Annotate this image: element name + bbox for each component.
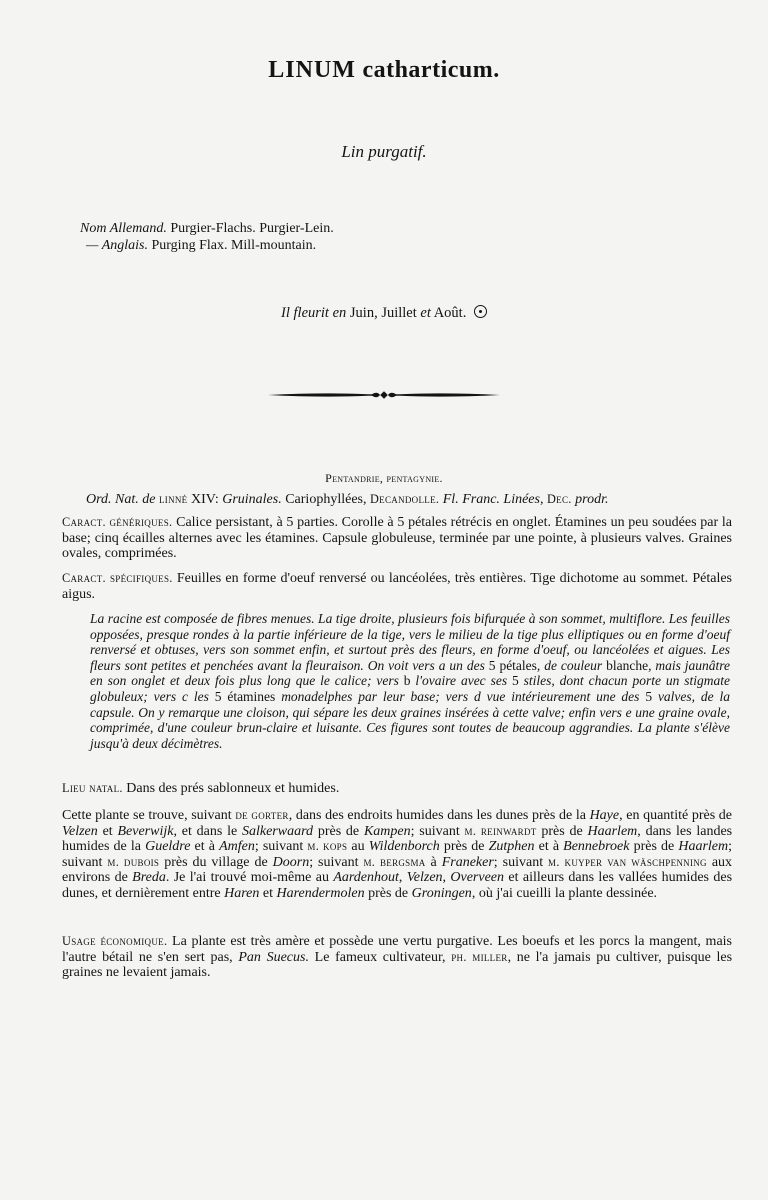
- vernacular-english: [86, 238, 316, 254]
- locality-text: près de: [443, 839, 485, 854]
- locality-text: et: [102, 823, 113, 839]
- place-name: Breda: [132, 870, 166, 885]
- person-name: de gorter: [235, 808, 289, 822]
- generic-characters-text: Calice persistant, à 5 parties. Corolle à 5 pétales rétrécis en onglet. Étamines un peu soudées par la base; cinq écailles alternes avec les étamines. Capsule globuleuse, terminée par une pointe, à plusieurs valves. Graines ovales, comprimées.: [62, 515, 732, 561]
- order-flore: Fl. Franc. Linées: [442, 492, 540, 507]
- description-part: monadelphes par leur base; vers d vue intérieurement une des: [281, 688, 640, 704]
- vernacular-german: [80, 221, 334, 237]
- locality-text: près de: [317, 823, 360, 839]
- german-label: Nom Allemand.: [80, 221, 167, 236]
- specific-characters: [62, 571, 732, 602]
- locality-text: et ailleurs dans les vallées humides des dunes, et dernièrement entre: [62, 870, 733, 901]
- specific-characters-label: Caract. spécifiques.: [62, 571, 173, 585]
- locality-text: près de: [633, 839, 675, 854]
- description-upright: blanche: [606, 657, 649, 673]
- german-value: Purgier-Flachs. Purgier-Lein.: [170, 221, 334, 236]
- economic-use-text: La plante est très amère et possède une vertu purgative. Les boeufs et les porcs la mangent, mais l'autre bétail ne s'en sert pas,: [62, 934, 733, 965]
- place-name: Velzen: [406, 870, 443, 885]
- locality-text: ; suivant: [254, 839, 304, 854]
- description-part: valves, de la capsule. On y remarque une cloison, qui sépare les deux graines insérées à cette valve; enfin vers e une graine ovale, comprimée, d'une couleur brun-claire et luisante. Ces figures sont toutes de beaucoup aggrandies. La plante s'élève jusqu'à deux décimètres.: [90, 688, 731, 751]
- page-title: [0, 57, 768, 84]
- person-name: m. kuyper van wäschpenning: [548, 854, 707, 869]
- place-name: Amfen: [219, 839, 255, 854]
- native-habitat: [62, 781, 732, 797]
- order-linne: linné: [158, 492, 188, 506]
- description-upright: 5 pétales: [488, 657, 537, 673]
- description-part: La racine est composée de fibres menues. La tige droite, plusieurs fois bifurquée à son sommet, multiflore. Les feuilles opposées, presque rondes à la partie inférieure de la tige, vers le milieu de la tige plus elliptiques ou en forme d'oeuf renversé et obtuses, vers son sommet enfin, et surtout près des fleurs, en forme d'oeuf, ou lancéolées et aigues. Les fleurs sont petites et penchées avant la fleuraison. On voit vers a un des: [90, 611, 730, 673]
- generic-characters-label: Caract. génériques.: [62, 515, 173, 529]
- locality-text: aux environs de: [62, 854, 733, 885]
- locality-text: ; suivant: [493, 854, 544, 870]
- locality-text: près du village de: [164, 854, 268, 870]
- place-name: Groningen: [411, 885, 472, 901]
- locality-text: ; suivant: [309, 854, 359, 870]
- place-name: Zutphen: [488, 839, 535, 854]
- order-prefix: Ord. Nat. de: [86, 492, 156, 507]
- locality-text: ; suivant: [62, 839, 733, 870]
- order-sep: ,: [539, 492, 544, 507]
- order-prodr: prodr.: [575, 492, 609, 507]
- locality-text: , en quantité près de: [619, 808, 732, 823]
- place-name: Haren: [224, 885, 260, 901]
- order-cariophyllees: Cariophyllées,: [285, 492, 367, 507]
- economic-use-text: , ne l'a jamais pu cultiver, puisque les graines ne levaient jamais.: [62, 949, 733, 980]
- description-part: stiles, dont chacun porte un stigmate globuleux; vers c les: [90, 673, 731, 704]
- locality-text: . Je l'ai trouvé moi-même au: [165, 870, 329, 885]
- place-name: Harendermolen: [276, 885, 365, 901]
- order-number: XIV:: [190, 492, 219, 507]
- place-name: Haarlem: [678, 839, 729, 854]
- circle-dot-annual-icon: [474, 305, 487, 318]
- locality-text: ; suivant: [410, 823, 460, 839]
- place-name: Bennebroek: [563, 839, 630, 854]
- english-value: Purging Flax. Mill-mountain.: [151, 238, 317, 253]
- locality-text: près de: [541, 823, 583, 839]
- person-name: m. bergsma: [363, 854, 426, 869]
- locality-text: , dans les landes humides de la: [62, 823, 733, 854]
- specific-characters-text: Feuilles en forme d'oeuf renversé ou lancéolées, très entières. Tige dichotome au sommet. Pétales aigus.: [62, 571, 732, 602]
- english-label: — Anglais.: [86, 238, 148, 253]
- locality-text: au: [351, 839, 365, 854]
- economic-use-label: Usage économique.: [62, 934, 168, 948]
- economic-use-pan-suecus: Pan Suecus.: [238, 949, 309, 965]
- locality-text: , où j'ai cueilli la plante dessinée.: [471, 885, 658, 901]
- locality-text: et: [262, 885, 273, 901]
- native-habitat-label: Lieu natal.: [62, 781, 123, 795]
- place-name: Haye: [589, 808, 620, 823]
- flowering-conj: et: [420, 305, 431, 321]
- flowering-line: [0, 305, 768, 322]
- person-name: m. dubois: [107, 854, 160, 869]
- flowering-label: Il fleurit en: [281, 305, 347, 321]
- description-upright: 5: [645, 688, 653, 704]
- native-habitat-text: Dans des prés sablonneux et humides.: [126, 781, 340, 796]
- description-part: l'ovaire avec ses: [415, 673, 508, 689]
- place-name: Wildenborch: [368, 839, 440, 854]
- place-name: Velzen: [62, 823, 98, 839]
- locality-text: , et dans le: [173, 823, 238, 839]
- french-name: Lin purgatif.: [341, 142, 427, 161]
- description-upright: 5 étamines: [214, 688, 276, 704]
- place-name: Beverwijk: [117, 823, 174, 839]
- order-gruinales: Gruinales.: [222, 492, 282, 507]
- order-dec: Dec.: [546, 492, 572, 506]
- description-part: , de couleur: [536, 657, 603, 673]
- person-name: m. reinwardt: [464, 823, 537, 838]
- locality-text: ,: [442, 870, 447, 885]
- flowering-month2: Août.: [433, 305, 467, 321]
- place-name: Haarlem: [587, 823, 638, 839]
- plant-description: [90, 611, 730, 751]
- place-name: Doorn: [272, 854, 310, 870]
- title-genus: LINUM: [268, 57, 356, 83]
- person-name: ph. miller: [451, 949, 508, 964]
- place-name: Gueldre: [145, 839, 191, 854]
- place-name: Salkerwaard: [241, 823, 314, 839]
- economic-use-text: Le fameux cultivateur,: [314, 949, 446, 965]
- place-name: Kampen: [363, 823, 411, 839]
- locality-text: , dans des endroits humides dans les dunes près de la: [288, 808, 586, 823]
- natural-order-line: [86, 492, 608, 508]
- economic-use: [62, 934, 732, 981]
- order-decandolle: Decandolle.: [369, 492, 440, 506]
- title-species: catharticum.: [362, 57, 500, 83]
- place-name: Franeker: [441, 854, 494, 870]
- place-name: Aardenhout: [333, 870, 399, 885]
- locality-text: près de: [368, 885, 409, 901]
- locality-paragraph: [62, 808, 732, 901]
- place-name: Overveen: [450, 870, 505, 885]
- ornamental-rule: [268, 388, 500, 402]
- description-upright: b: [403, 673, 411, 689]
- description-upright: 5: [511, 673, 519, 689]
- person-name: m. kops: [307, 839, 348, 853]
- description-part: , mais jaunâtre en son onglet et deux fois plus long que le calice; vers: [90, 657, 731, 689]
- locality-text: et à: [538, 839, 560, 854]
- locality-text: Cette plante se trouve, suivant: [62, 808, 232, 823]
- locality-text: ,: [398, 870, 403, 885]
- flowering-month1: Juin, Juillet: [349, 305, 417, 321]
- locality-text: et à: [194, 839, 215, 854]
- locality-text: à: [430, 854, 437, 870]
- generic-characters: [62, 515, 732, 562]
- classification-line: Pentandrie, pentagynie.: [325, 471, 443, 485]
